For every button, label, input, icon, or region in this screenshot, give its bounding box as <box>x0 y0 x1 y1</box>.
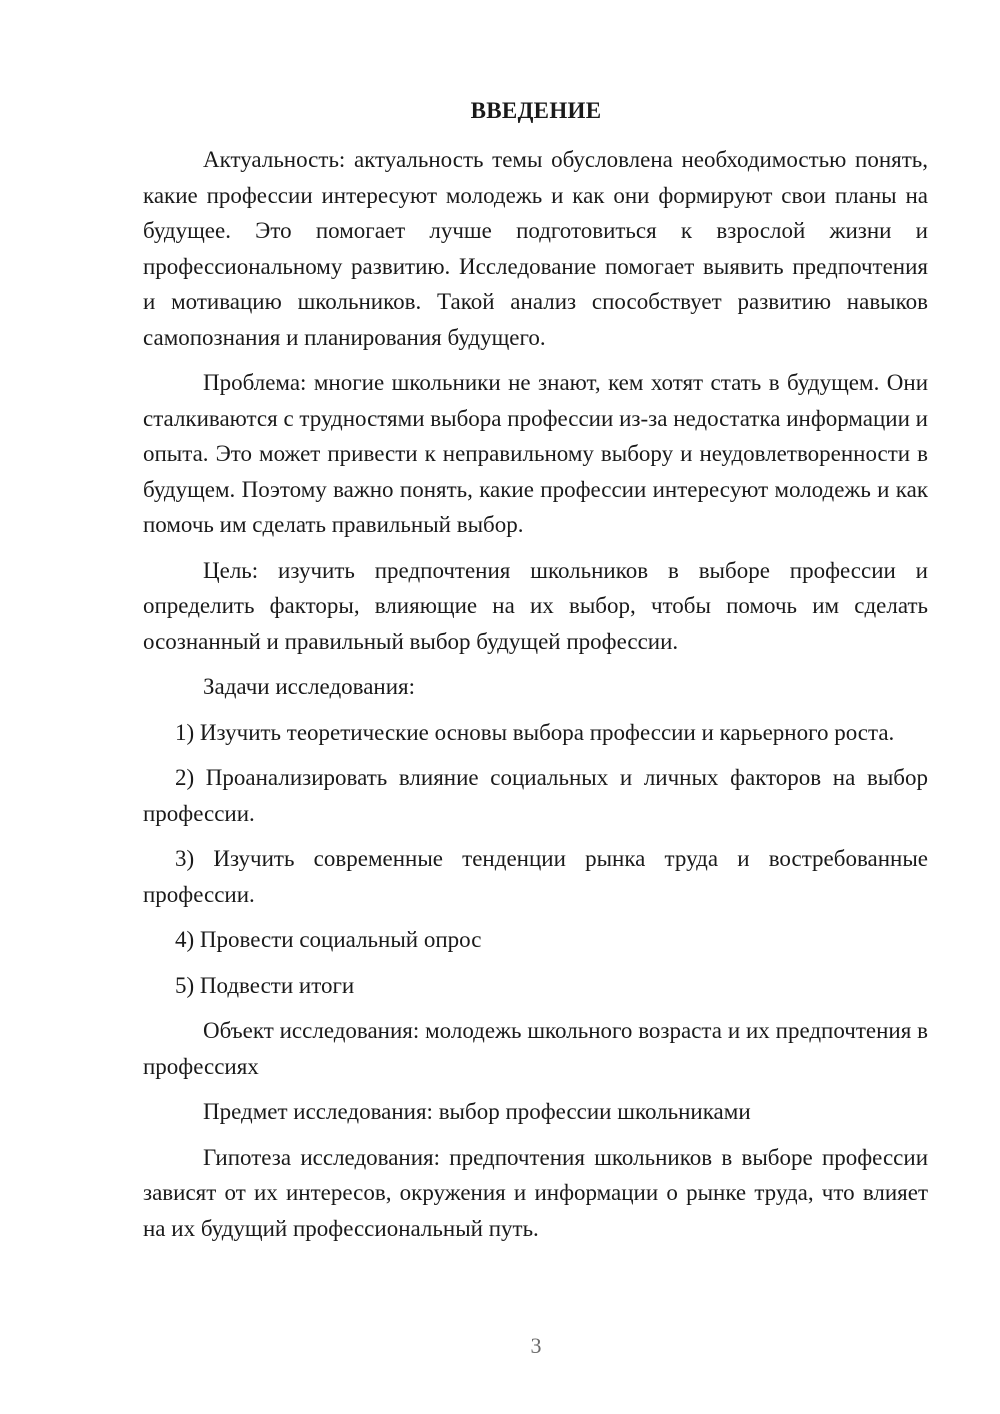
paragraph-relevance: Актуальность: актуальность темы обусловлена необходимостью понять, какие профессии интересуют молодежь и как они формируют свои планы на будущее. Это помогает лучше подготовиться к взрослой жизни и профессиональному развитию. Исследование помогает выявить предпочтения и мотивацию школьников. Такой анализ способствует развитию навыков самопознания и планирования будущего. <box>143 147 928 350</box>
section-heading: ВВЕДЕНИЕ <box>470 98 602 123</box>
paragraph-subject: Предмет исследования: выбор профессии школьниками <box>203 1099 751 1124</box>
paragraph-hypothesis: Гипотеза исследования: предпочтения школьников в выборе профессии зависят от их интересов, окружения и информации о рынке труда, что влияет на их будущий профессиональный путь. <box>143 1144 928 1241</box>
body-text <box>143 142 928 1246</box>
paragraph-tasks-heading: Задачи исследования: <box>203 674 416 699</box>
list-item-task-4: 4) Провести социальный опрос <box>175 927 482 952</box>
list-item-task-3: 3) Изучить современные тенденции рынка труда и востребованные профессии. <box>143 846 928 907</box>
list-item-task-2: 2) Проанализировать влияние социальных и личных факторов на выбор профессии. <box>143 765 928 826</box>
paragraph-object: Объект исследования: молодежь школьного возраста и их предпочтения в профессиях <box>143 1018 928 1079</box>
paragraph-problem: Проблема: многие школьники не знают, кем хотят стать в будущем. Они сталкиваются с трудностями выбора профессии из-за недостатка информации и опыта. Это может привести к неправильному выбору и неудовлетворенности в будущем. Поэтому важно понять, какие профессии интересуют молодежь и как помочь им сделать правильный выбор. <box>143 370 928 537</box>
paragraph-goal: Цель: изучить предпочтения школьников в выборе профессии и определить факторы, влияющие на их выбор, чтобы помочь им сделать осознанный и правильный выбор будущей профессии. <box>143 557 928 654</box>
page-number: 3 <box>530 1333 542 1358</box>
list-item-task-5: 5) Подвести итоги <box>175 972 355 998</box>
list-item-task-1: 1) Изучить теоретические основы выбора профессии и карьерного роста. <box>175 719 895 745</box>
